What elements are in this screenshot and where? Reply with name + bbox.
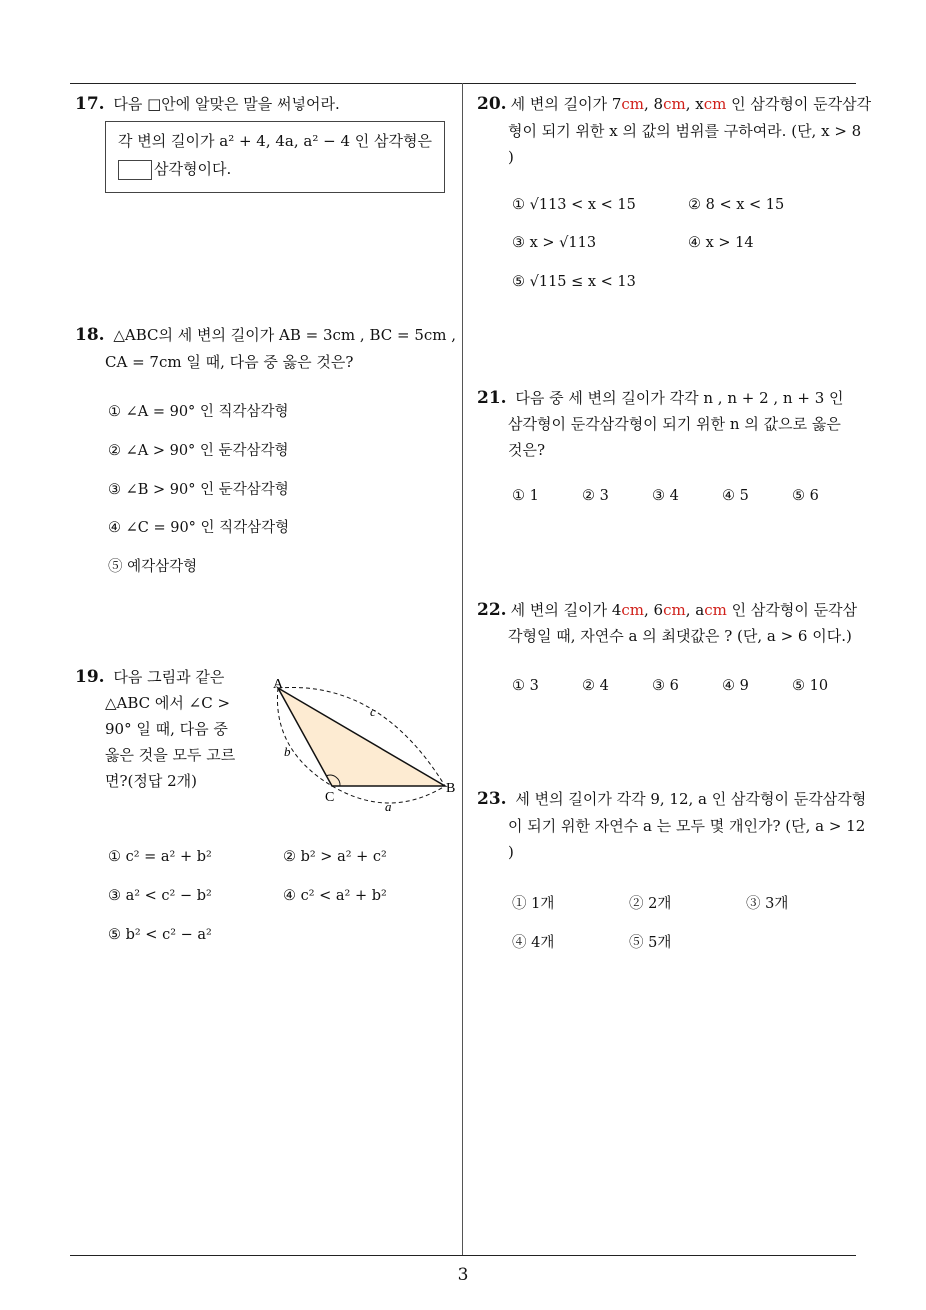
question-line-1: 다음 그림과 같은 [113,668,225,686]
question-20 [477,91,871,117]
question-19 [75,664,224,690]
option-3[interactable]: ③ a² < c² − b² [108,888,212,904]
option-2[interactable]: ② 3 [582,488,609,504]
option-3[interactable]: ③ 3개 [746,896,789,912]
option-1[interactable]: ① ∠A = 90° 인 직각삼각형 [108,404,289,420]
option-2[interactable]: ② b² > a² + c² [283,849,387,865]
question-number: 22. [477,600,507,620]
question-number: 17. [75,94,105,114]
question-line-2: 삼각형이 둔각삼각형이 되기 위한 n 의 값으로 옳은 [508,415,841,433]
unit-cm: cm [621,95,644,113]
question-line-2: CA = 7cm 일 때, 다음 중 옳은 것은? [105,353,354,371]
option-2[interactable]: ② 8 < x < 15 [688,197,785,213]
option-2[interactable]: ② 2개 [629,896,672,912]
option-5[interactable]: ⑤ 예각삼각형 [108,559,198,575]
question-line-5: 면?(정답 2개) [105,772,198,790]
box-line-2-row [118,158,231,180]
option-2[interactable]: ② 4 [582,678,609,694]
question-17 [75,91,340,117]
question-line-2: 형이 되기 위한 x 의 값의 범위를 구하여라. (단, x > 8 [508,122,862,140]
question-line-2: 각형일 때, 자연수 a 의 최댓값은 ? (단, a > 6 이다.) [508,627,852,645]
unit-cm: cm [621,601,644,619]
text: 세 변의 길이가 7 [510,95,622,113]
option-3[interactable]: ③ 4 [652,488,679,504]
label-b: b [284,744,291,759]
blank-input-box[interactable] [118,160,152,180]
unit-cm: cm [663,601,686,619]
option-3[interactable]: ③ ∠B > 90° 인 둔각삼각형 [108,482,289,498]
option-2[interactable]: ② ∠A > 90° 인 둔각삼각형 [108,443,289,459]
label-c: c [370,704,376,719]
option-1[interactable]: ① 3 [512,678,539,694]
question-line-1: △ABC의 세 변의 길이가 AB = 3cm , BC = 5cm , [113,326,457,344]
question-number: 21. [477,388,507,408]
option-1[interactable]: ① √113 < x < 15 [512,197,636,213]
question-23 [477,786,866,812]
option-1[interactable]: ① c² = a² + b² [108,849,212,865]
option-5[interactable]: ⑤ b² < c² − a² [108,927,212,943]
answer-box [105,121,445,193]
option-5[interactable]: ⑤ 5개 [629,935,672,951]
page-number: 3 [457,1265,469,1285]
question-number: 20. [477,94,507,114]
unit-cm: cm [703,95,727,113]
question-prompt: 다음 □안에 알맞은 말을 써넣어라. [113,95,340,113]
option-4[interactable]: ④ 4개 [512,935,555,951]
text: , x [685,95,704,113]
text: 인 삼각형이 둔각삼각 [726,95,872,113]
question-line-2: △ABC 에서 ∠C > [105,694,231,712]
bottom-rule [70,1255,856,1256]
option-1[interactable]: ① 1개 [512,896,555,912]
question-line-3: ) [508,148,514,166]
question-line-3: ) [508,843,514,861]
question-18 [75,322,456,348]
option-4[interactable]: ④ c² < a² + b² [283,888,387,904]
question-line-1: 다음 중 세 변의 길이가 각각 n , n + 2 , n + 3 인 [515,389,844,407]
label-C: C [325,790,335,805]
question-line-3: 90° 일 때, 다음 중 [105,720,228,738]
question-line-2: 이 되기 위한 자연수 a 는 모두 몇 개인가? (단, a > 12 [508,817,866,835]
option-5[interactable]: ⑤ √115 ≤ x < 13 [512,274,636,290]
question-number: 18. [75,325,105,345]
question-22 [477,597,857,623]
option-5[interactable]: ⑤ 6 [792,488,819,504]
question-21 [477,385,844,411]
option-5[interactable]: ⑤ 10 [792,678,829,694]
option-1[interactable]: ① 1 [512,488,539,504]
text: 인 삼각형이 둔각삼 [726,601,858,619]
label-B: B [446,781,456,796]
unit-cm: cm [663,95,686,113]
text: 세 변의 길이가 4 [510,601,622,619]
label-a: a [385,799,392,814]
text: , 6 [644,601,664,619]
question-line-1: 세 변의 길이가 각각 9, 12, a 인 삼각형이 둔각삼각형 [515,790,867,808]
option-4[interactable]: ④ 9 [722,678,749,694]
option-4[interactable]: ④ x > 14 [688,235,754,251]
option-4[interactable]: ④ 5 [722,488,749,504]
option-4[interactable]: ④ ∠C = 90° 인 직각삼각형 [108,520,290,536]
top-rule [70,83,856,84]
option-3[interactable]: ③ 6 [652,678,679,694]
question-line-3: 것은? [508,441,546,459]
question-number: 19. [75,667,105,687]
question-line-4: 옳은 것을 모두 고르 [105,746,236,764]
column-divider [462,83,463,1256]
option-3[interactable]: ③ x > √113 [512,235,597,251]
unit-cm: cm [704,601,727,619]
text: , a [685,601,705,619]
label-A: A [273,677,284,692]
triangle-figure [260,670,460,815]
triangle-abc [278,688,445,786]
box-line-1: 각 변의 길이가 a² + 4, 4a, a² − 4 인 삼각형은 [118,132,432,150]
text: , 8 [644,95,664,113]
question-number: 23. [477,789,507,809]
box-line-2: 삼각형이다. [154,160,232,178]
